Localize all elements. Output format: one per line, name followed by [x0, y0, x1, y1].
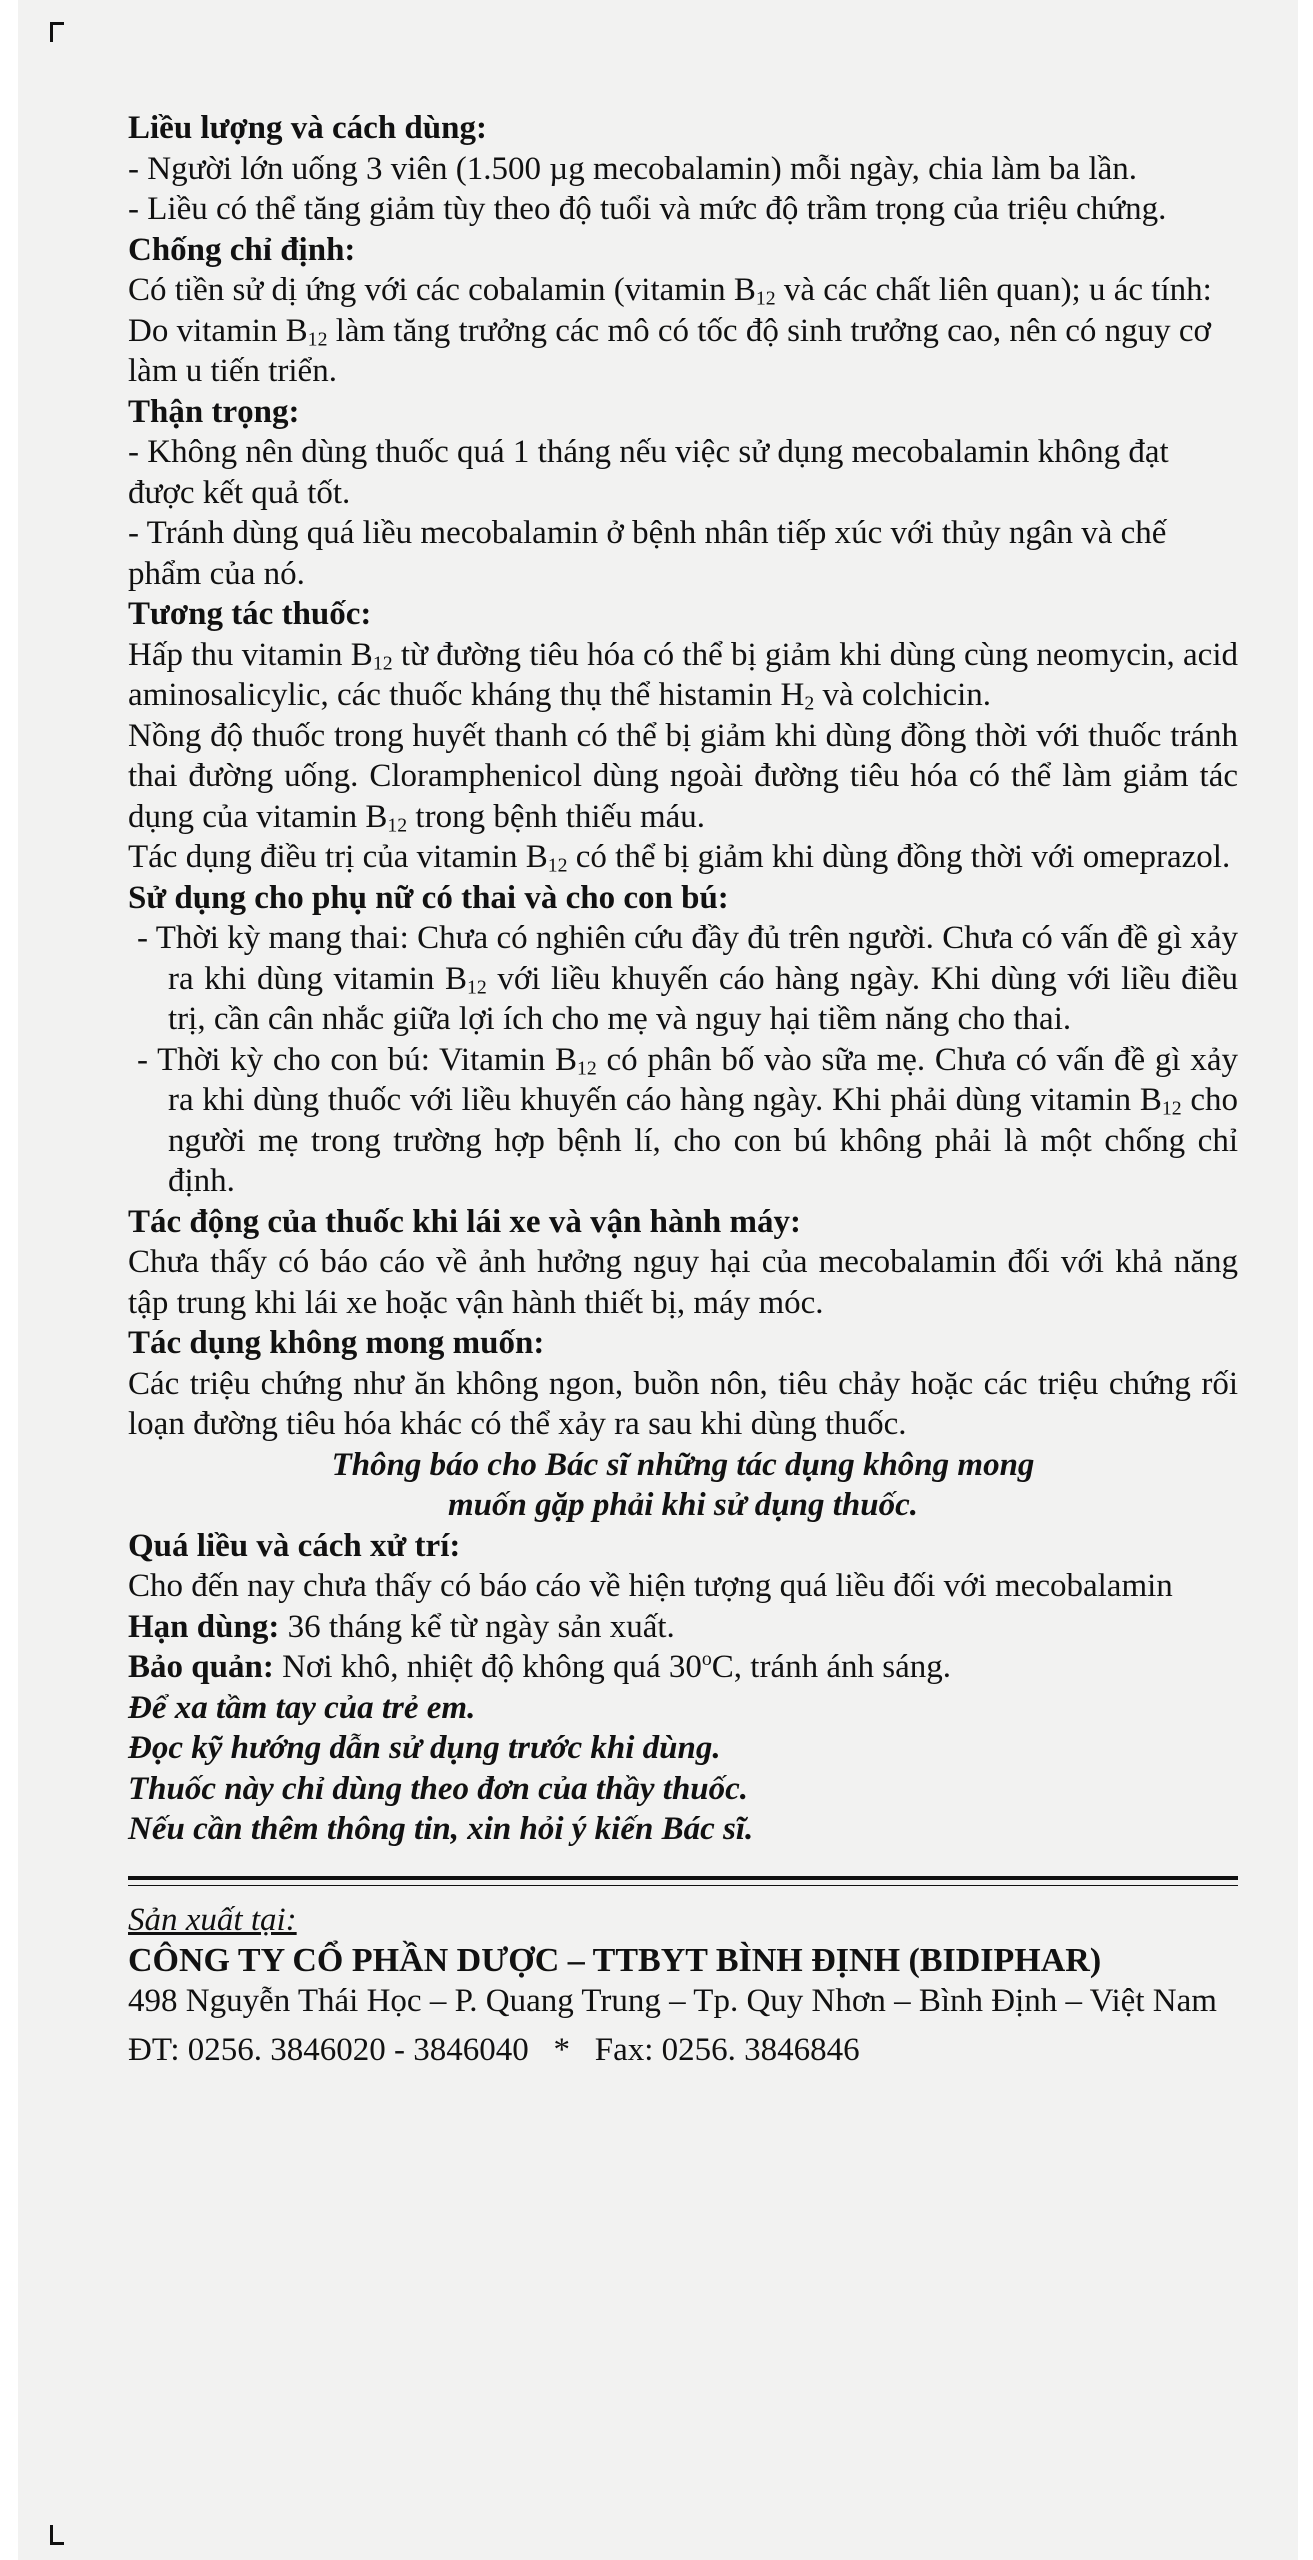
pregnancy-heading: Sử dụng cho phụ nữ có thai và cho con bú: [128, 879, 729, 916]
pregnancy-item-1: - Thời kỳ mang thai: Chưa có nghiên cứu đầy đủ trên người. Chưa có vấn đề gì xảy ra khi dùng vitamin $B_{12}$ với liều khuyến cáo hàng ngày. Khi dùng với liều điều trị, cần cân nhắc giữa lợi ích cho mẹ và nguy hại tiềm năng cho thai. [137, 920, 1238, 1037]
divider-thin [128, 1885, 1238, 1887]
dosage-heading: Liều lượng và cách dùng: [128, 110, 487, 146]
warning-4: Nếu cần thêm thông tin, xin hỏi ý kiến Bác sĩ. [128, 1811, 754, 1847]
interactions-paragraph-1: Hấp thu vitamin $B_{12}$ từ đường tiêu hóa có thể bị giảm khi dùng cùng neomycin, acid aminosalicylic, các thuốc kháng thụ thể histamin $H_2$ và colchicin. [128, 636, 1238, 715]
overdose-text: Cho đến nay chưa thấy có báo cáo về hiện tượng quá liều đối với mecobalamin [128, 1568, 1173, 1604]
interactions-paragraph-3: Tác dụng điều trị của vitamin $B_{12}$ có thể bị giảm khi dùng đồng thời với omeprazol. [128, 839, 1231, 877]
precautions-line-2: - Tránh dùng quá liều mecobalamin ở bệnh nhân tiếp xúc với thủy ngân và chế phẩm của nó. [128, 515, 1167, 592]
divider-thick [128, 1876, 1238, 1880]
manufacturer-phone: ĐT: 0256. 3846020 - 3846040 * Fax: 0256. 3846846 [128, 2031, 860, 2068]
manufacturer-address: 498 Nguyễn Thái Học – P. Quang Trung – Tp. Quy Nhơn – Bình Định – Việt Nam [128, 1983, 1217, 2019]
precautions-line-1: - Không nên dùng thuốc quá 1 tháng nếu việc sử dụng mecobalamin không đạt được kết quả tốt. [128, 434, 1169, 511]
driving-text: Chưa thấy có báo cáo về ảnh hưởng nguy hại của mecobalamin đối với khả năng tập trung khi lái xe hoặc vận hành thiết bị, máy móc. [128, 1244, 1238, 1321]
shelf-life-label: Hạn dùng: [128, 1608, 280, 1645]
warning-2: Đọc kỹ hướng dẫn sử dụng trước khi dùng. [128, 1730, 721, 1766]
side-effects-text: Các triệu chứng như ăn không ngon, buồn nôn, tiêu chảy hoặc các triệu chứng rối loạn đường tiêu hóa khác có thể xảy ra sau khi dùng thuốc. [128, 1365, 1238, 1442]
driving-heading: Tác động của thuốc khi lái xe và vận hành máy: [128, 1203, 801, 1240]
warning-3: Thuốc này chỉ dùng theo đơn của thầy thuốc. [128, 1770, 749, 1807]
storage: Bảo quản: Nơi khô, nhiệt độ không quá 30$^o$C, tránh ánh sáng. [128, 1648, 951, 1685]
side-effects-heading: Tác dụng không mong muốn: [128, 1325, 545, 1361]
overdose-heading: Quá liều và cách xử trí: [128, 1527, 461, 1564]
crop-mark-top-left [50, 22, 53, 42]
dosage-line-1: - Người lớn uống 3 viên (1.500 µg mecobalamin) mỗi ngày, chia làm ba lần. [128, 150, 1138, 187]
precautions-heading: Thận trọng: [128, 393, 300, 430]
interactions-heading: Tương tác thuốc: [128, 596, 372, 632]
side-effects-notice-1: Thông báo cho Bác sĩ những tác dụng không mong [331, 1446, 1035, 1483]
crop-mark-bottom-left-h [50, 2542, 64, 2545]
manufacturer-company: CÔNG TY CỔ PHẦN DƯỢC – TTBYT BÌNH ĐỊNH (BIDIPHAR) [128, 1941, 1102, 1979]
warning-1: Để xa tầm tay của trẻ em. [128, 1689, 476, 1726]
interactions-paragraph-2: Nồng độ thuốc trong huyết thanh có thể bị giảm khi dùng đồng thời với thuốc tránh thai đường uống. Cloramphenicol dùng ngoài đường tiêu hóa có thể làm giảm tác dụng của vitamin $B_{12}$ trong bệnh thiếu máu. [128, 717, 1238, 836]
side-effects-notice-2: muốn gặp phải khi sử dụng thuốc. [447, 1487, 918, 1523]
dosage-line-2: - Liều có thể tăng giảm tùy theo độ tuổi và mức độ trầm trọng của triệu chứng. [128, 191, 1167, 227]
contraindications-text: Có tiền sử dị ứng với các cobalamin (vitamin $B_{12}$ và các chất liên quan); u ác tính: Do vitamin $B_{12}$ làm tăng trưởng các mô có tốc độ sinh trưởng cao, nên có nguy cơ làm u tiến triển. [128, 272, 1212, 389]
manufacturer-label: Sản xuất tại: [128, 1902, 297, 1938]
leaflet-content [128, 108, 1238, 2070]
storage-label: Bảo quản: [128, 1649, 274, 1685]
shelf-life: Hạn dùng: 36 tháng kể từ ngày sản xuất. [128, 1608, 675, 1645]
contraindications-heading: Chống chỉ định: [128, 231, 356, 268]
pregnancy-item-2: - Thời kỳ cho con bú: Vitamin $B_{12}$ có phân bố vào sữa mẹ. Chưa có vấn đề gì xảy ra khi dùng thuốc với liều khuyến cáo hàng ngày. Khi phải dùng vitamin $B_{12}$ cho người mẹ trong trường hợp bệnh lí, cho con bú không phải là một chống chỉ định. [137, 1041, 1239, 1199]
crop-mark-top-left-h [50, 22, 64, 25]
